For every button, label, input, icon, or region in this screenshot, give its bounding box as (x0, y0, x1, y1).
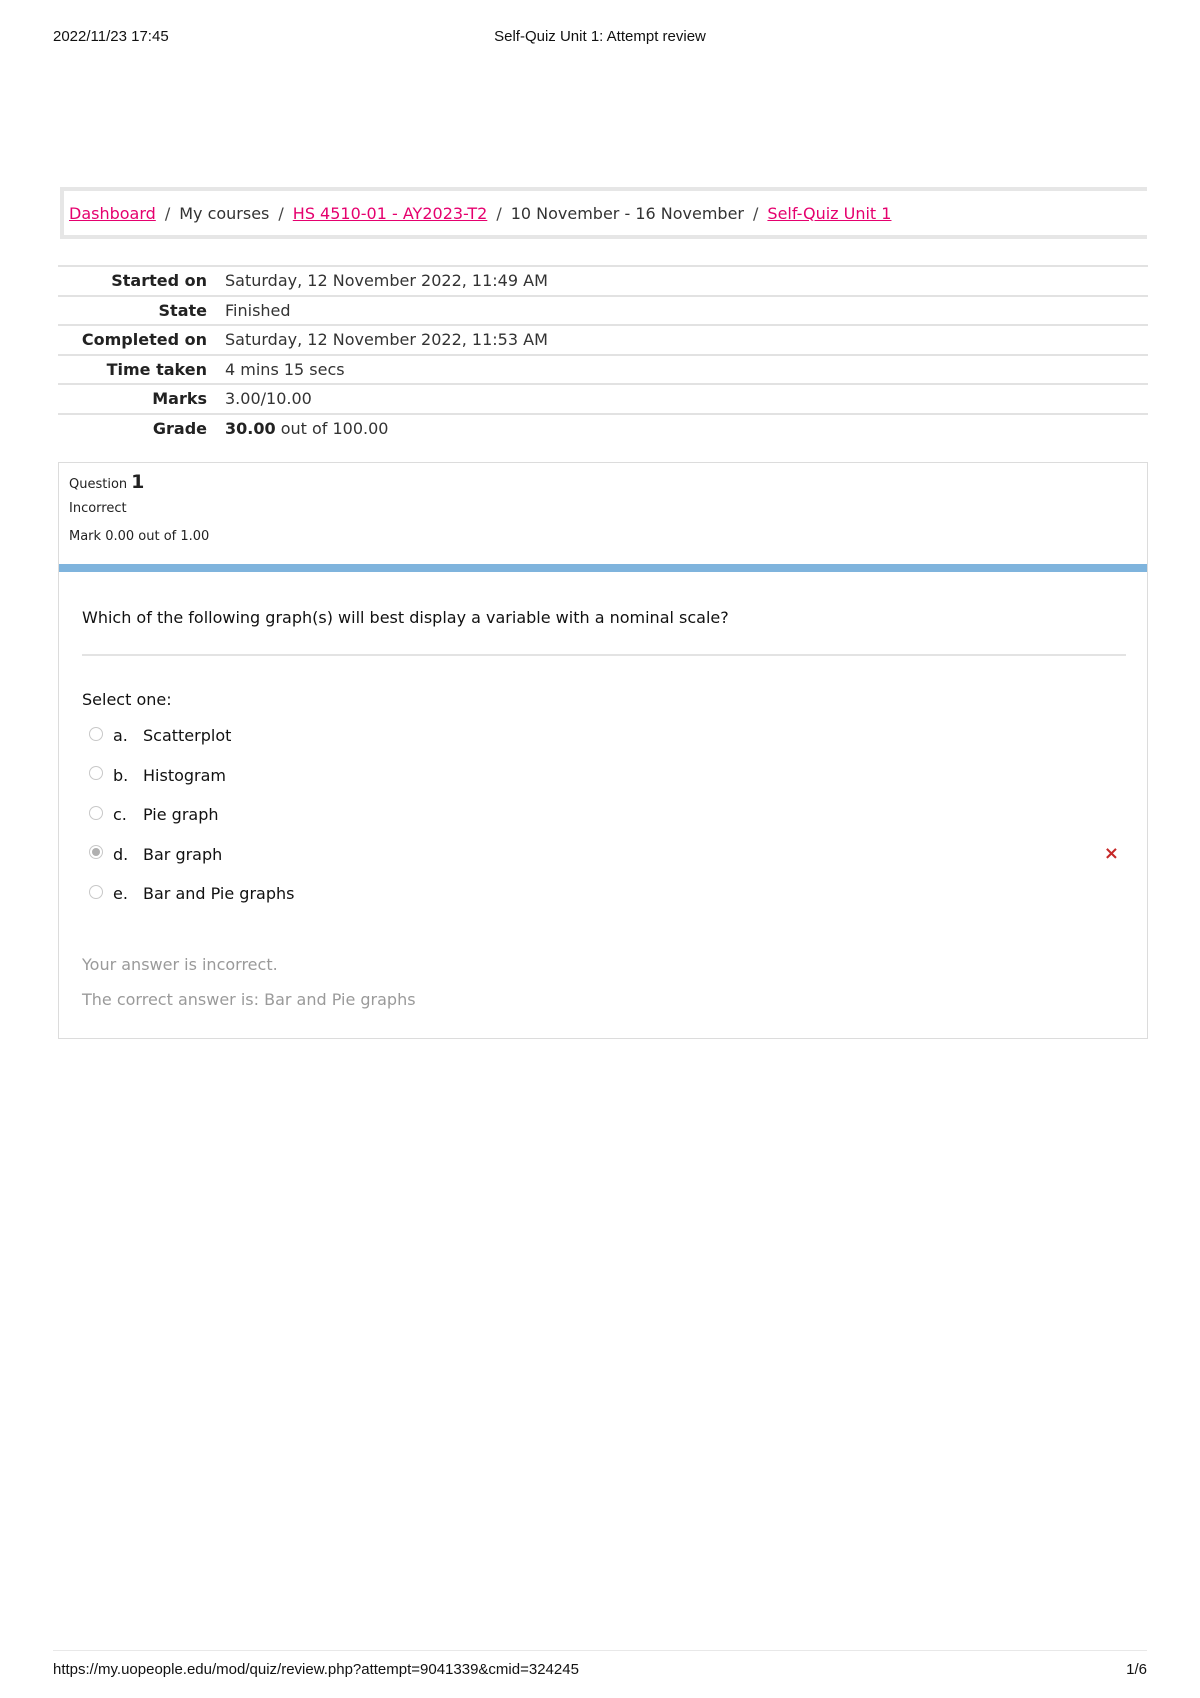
question-card (58, 462, 1148, 1039)
breadcrumb-separator: / (496, 203, 502, 223)
breadcrumb-course-link[interactable]: HS 4510-01 - AY2023-T2 (292, 203, 488, 223)
option-text: Pie graph (143, 805, 219, 825)
question-text: Which of the following graph(s) will best display a variable with a nominal scale? (82, 608, 729, 627)
radio-button[interactable] (89, 885, 103, 899)
summary-value: 3.00/10.00 (225, 389, 312, 409)
general-feedback: Your answer is incorrect. (82, 955, 278, 974)
summary-label: Grade (152, 419, 207, 439)
summary-row-state (58, 296, 1148, 326)
summary-row-marks (58, 384, 1148, 414)
option-letter: b. (113, 765, 129, 785)
breadcrumb-week: 10 November - 16 November (510, 203, 745, 223)
radio-button[interactable] (89, 727, 103, 741)
incorrect-x-icon: × (1103, 842, 1119, 864)
radio-button[interactable] (89, 806, 103, 820)
breadcrumb-separator: / (753, 203, 759, 223)
grade-value: 30.00 (225, 419, 276, 439)
breadcrumb-quiz-link[interactable]: Self-Quiz Unit 1 (767, 203, 892, 223)
option-letter: c. (113, 805, 127, 825)
summary-value: Saturday, 12 November 2022, 11:49 AM (225, 271, 548, 291)
question-state: Incorrect (69, 501, 127, 516)
summary-label: State (158, 300, 207, 320)
attempt-summary-table (58, 265, 1148, 443)
page-url: https://my.uopeople.edu/mod/quiz/review.php?attempt=9041339&cmid=324245 (53, 1661, 579, 1678)
question-number: 1 (131, 471, 145, 493)
question-mark: Mark 0.00 out of 1.00 (69, 529, 210, 544)
breadcrumb-separator: / (278, 203, 284, 223)
summary-value: 4 mins 15 secs (225, 359, 345, 379)
answer-option-d[interactable] (89, 837, 1129, 877)
question-info (69, 471, 209, 544)
summary-row-completed (58, 325, 1148, 355)
radio-button-selected[interactable] (89, 845, 103, 859)
print-datetime: 2022/11/23 17:45 (53, 28, 169, 45)
breadcrumb-separator: / (164, 203, 171, 223)
summary-label: Time taken (106, 359, 207, 379)
summary-label: Started on (111, 271, 207, 291)
breadcrumb-dashboard-link[interactable]: Dashboard (69, 203, 156, 223)
answer-option-b[interactable] (89, 758, 1129, 798)
answer-option-a[interactable] (89, 718, 1129, 758)
summary-label: Marks (152, 389, 207, 409)
question-divider (82, 654, 1126, 656)
correct-answer-feedback: The correct answer is: Bar and Pie graphs (82, 990, 416, 1009)
summary-row-grade (58, 414, 1148, 444)
option-text: Bar graph (143, 844, 223, 864)
print-footer (53, 1650, 1147, 1682)
summary-value: Finished (225, 300, 291, 320)
print-page-title: Self-Quiz Unit 1: Attempt review (494, 28, 706, 45)
select-one-prompt: Select one: (82, 690, 172, 709)
option-letter: d. (113, 844, 129, 864)
summary-value (225, 414, 1148, 444)
question-content (59, 564, 1147, 939)
page-number: 1/6 (1126, 1661, 1147, 1678)
grade-out-of: out of 100.00 (280, 419, 389, 439)
summary-value: Saturday, 12 November 2022, 11:53 AM (225, 330, 548, 350)
radio-button[interactable] (89, 766, 103, 780)
question-label (69, 471, 209, 497)
breadcrumb (60, 187, 1147, 239)
option-text: Histogram (143, 765, 226, 785)
question-feedback (82, 955, 416, 1025)
question-label-text: Question (69, 477, 128, 492)
option-letter: e. (113, 884, 128, 904)
answer-option-c[interactable] (89, 797, 1129, 837)
summary-row-time-taken (58, 355, 1148, 385)
summary-row-started (58, 266, 1148, 296)
print-header (53, 28, 1147, 50)
option-text: Bar and Pie graphs (143, 884, 295, 904)
answer-options (89, 718, 1129, 916)
option-letter: a. (113, 726, 128, 746)
summary-label: Completed on (81, 330, 207, 350)
answer-option-e[interactable] (89, 876, 1129, 916)
breadcrumb-my-courses: My courses (179, 203, 270, 223)
option-text: Scatterplot (143, 726, 232, 746)
